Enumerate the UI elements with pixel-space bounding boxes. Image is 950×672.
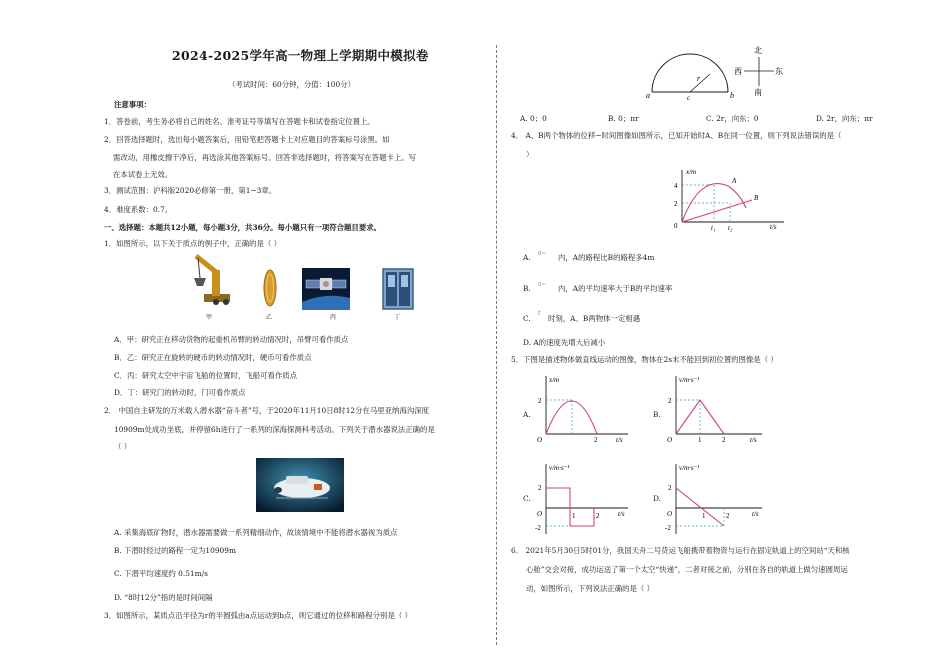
q5-graph-c: [536, 460, 632, 538]
page-title: 2024-2025学年高一物理上学期期中模拟卷: [172, 48, 429, 63]
q4-stem-line: ）: [526, 150, 534, 159]
point-b-label: b: [730, 91, 734, 100]
q1-option-a: A．甲：研究正在移动货物的起重机吊臂的转动情况时，吊臂可看作质点: [114, 335, 349, 344]
radius-label: r: [697, 74, 701, 83]
q5a-ytick-2: 2: [538, 397, 542, 405]
q1-option-b: B．乙：研究正在旋转的硬币的转动情况时，硬币可看作质点: [114, 353, 312, 362]
q5b-ytick-2: 2: [668, 397, 672, 405]
q4-option-b: 内，A的平均速率大于B的平均速率: [558, 284, 673, 293]
q5a-xlabel: t/s: [616, 436, 623, 444]
east-label: 东: [775, 67, 783, 76]
q4-xt-graph: [670, 166, 790, 234]
q5b-xlabel: t/s: [750, 436, 757, 444]
semicircle-figure: [640, 44, 800, 100]
door-image: [382, 268, 414, 310]
q2-stem-line: 10909m处成功坐底，并停留6h进行了一系列的深海探测科考活动。下列关于潜水器说法正确的是: [114, 425, 435, 434]
note-line: 4．难度系数：0.7。: [104, 205, 173, 214]
q4-curve-a-label: A: [732, 177, 737, 185]
q5c-xtick-2: 2: [596, 512, 600, 520]
note-line: 2．回答选择题时，选出每小题答案后，用铅笔把答题卡上对应题目的答案标号涂黑。如: [104, 135, 390, 144]
q5-stem: 5．下图是描述物体做直线运动的图像，物体在2s末不能回到初位置的图像是（ ）: [511, 355, 778, 364]
q4-option-c-label: C.: [523, 314, 531, 323]
q6-stem-line: 心舱”交会对接，成功运送了第一个太空“快递”，二者对接之前，分别在各自的轨道上做匀速圆周运: [526, 565, 848, 574]
q5a-curve: [546, 401, 597, 434]
caption-yi: 乙: [266, 314, 273, 321]
q5b-ylabel: v/m·s⁻¹: [679, 376, 700, 384]
q3-option-c: C. 2r，向东；0: [706, 114, 759, 123]
q5d-xtick-1: 1: [702, 512, 706, 520]
q4-stem-line: 4． A、B两个物体的位移−时间图像如图所示，已知开始时A、B在同一位置，则下列说法错误的是（: [511, 131, 842, 140]
q5d-ytick-2: 2: [668, 484, 672, 492]
q5c-ylabel: v/m·s⁻¹: [549, 464, 570, 472]
q4-curve-b-label: B: [754, 194, 759, 202]
q6-stem-line: 动，如图所示，下列说法正确的是（ ）: [526, 584, 654, 593]
q5-graph-b-label: B.: [653, 410, 661, 419]
point-c-label: c: [687, 94, 691, 102]
note-line: 在本试卷上无效。: [113, 170, 173, 179]
q5b-xtick-2: 2: [722, 436, 726, 444]
q5d-ytick-neg2: -2: [665, 524, 671, 532]
q5a-ylabel: x/m: [549, 376, 560, 384]
q6-stem-line: 6． 2021年5月30日5时01分，我国天舟二号货运飞船携带着物资与运行在固定轨道上的空间站“天和核: [511, 546, 850, 555]
q4-option-b-mark: 0~: [538, 282, 547, 288]
q5-graph-b: [666, 372, 766, 444]
caption-bing: 丙: [330, 314, 337, 321]
q4-option-a: 内，A的路程比B的路程多4m: [558, 253, 655, 262]
exam-subtitle: （考试时间：60分钟，分值：100分）: [228, 80, 355, 89]
south-label: 南: [754, 88, 762, 97]
q4-ytick-4: 4: [674, 182, 678, 190]
q5a-origin: O: [537, 436, 543, 444]
q5d-ylabel: v/m·s⁻¹: [679, 464, 700, 472]
q5d-origin: O: [667, 510, 673, 518]
q2-option-b: B. 下潜时经过的路程一定为10909m: [114, 546, 236, 555]
west-label: 西: [734, 67, 742, 76]
point-a-label: a: [646, 91, 650, 100]
q5-graph-a-label: A.: [523, 410, 531, 419]
q4-ytick-2: 2: [674, 200, 678, 208]
q5-graph-d: [666, 460, 766, 538]
q5-graph-d-label: D.: [653, 494, 662, 503]
q4-xlabel: t/s: [770, 223, 777, 231]
q4-option-c: 时刻，A、B两物体一定相遇: [548, 314, 641, 323]
q3-option-a: A. 0；0: [520, 114, 547, 123]
q1-option-c: C．丙：研究太空中宇宙飞船的位置时，飞船可看作质点: [114, 371, 298, 380]
q5d-xtick-2: 2: [726, 512, 730, 520]
caption-jia: 甲: [206, 314, 213, 321]
q1-stem: 1．如图所示，以下关于质点的例子中，正确的是（ ）: [104, 239, 282, 248]
crane-image: [190, 252, 240, 308]
spacecraft-image: [302, 268, 350, 310]
q5-graph-c-label: C.: [523, 494, 531, 503]
coin-image: [262, 268, 278, 308]
q4-option-a-label: A.: [523, 253, 531, 262]
q2-option-d: D. “8时12分”指的是时间间隔: [114, 593, 213, 602]
q2-option-a: A. 采集海底矿物时，潜水器需要做一系列精细动作，故该情境中不能将潜水器视为质点: [114, 528, 398, 537]
q5c-ytick-neg2: -2: [535, 524, 541, 532]
note-line: 3．测试范围：沪科版2020必修第一册，第1~3章。: [104, 186, 277, 195]
q5d-curve: [676, 488, 724, 526]
q4-ylabel: x/m: [686, 168, 697, 176]
section-heading: 一、选择题：本题共12小题，每小题3分，共36分。每小题只有一项符合题目要求。: [104, 223, 381, 232]
caption-ding: 丁: [394, 314, 401, 321]
q4-origin: 0: [674, 222, 678, 230]
q5a-xtick-2: 2: [594, 436, 598, 444]
q4-option-a-mark: 0~: [538, 251, 547, 257]
q5c-origin: O: [537, 510, 543, 518]
q3-option-d: D. 2r，向东；πr: [816, 114, 873, 123]
column-divider: [496, 45, 497, 645]
q4-xtick-t2: t₂: [728, 224, 733, 232]
q4-xtick-t1: t₁: [711, 224, 716, 232]
q2-option-c: C. 下潜平均速度约 0.51m/s: [114, 569, 208, 578]
submersible-image: [256, 458, 344, 512]
q3-stem: 3．如图所示，某质点沿半径为r的半圆弧由a点运动到b点，则它通过的位移和路程分别是（ ）: [104, 611, 412, 620]
q5b-origin: O: [667, 436, 673, 444]
q5c-xtick-1: 1: [572, 512, 576, 520]
q4-option-c-mark: t: [538, 310, 541, 317]
q4-option-b-label: B.: [523, 284, 531, 293]
q2-stem-line: 2． 中国自主研发的万米载人潜水器“奋斗者”号，于2020年11月10日8时12分在马里亚纳海沟深度: [104, 406, 430, 415]
q5b-xtick-1: 1: [698, 436, 702, 444]
north-label: 北: [754, 46, 762, 55]
q5c-ytick-2: 2: [538, 484, 542, 492]
q1-option-d: D．丁：研究门的转动时，门可看作质点: [114, 388, 246, 397]
note-line: 需改动，用橡皮擦干净后，再选涂其他答案标号。回答非选择题时，将答案写在答题卡上。写: [113, 153, 417, 162]
q5c-curve: [546, 488, 594, 526]
q2-stem-line: （ ）: [114, 442, 132, 451]
q4-curve-b: [682, 200, 752, 222]
q5-graph-a: [536, 372, 632, 444]
q5d-xlabel: t/s: [752, 510, 759, 518]
q5c-xlabel: t/s: [618, 510, 625, 518]
q4-option-d: D. A的速度先增大后减小: [523, 338, 606, 347]
note-line: 1．答卷前，考生务必将自己的姓名、准考证号等填写在答题卡和试卷指定位置上。: [104, 117, 375, 126]
q3-option-b: B. 0；πr: [608, 114, 639, 123]
notes-heading: 注意事项：: [114, 100, 151, 109]
